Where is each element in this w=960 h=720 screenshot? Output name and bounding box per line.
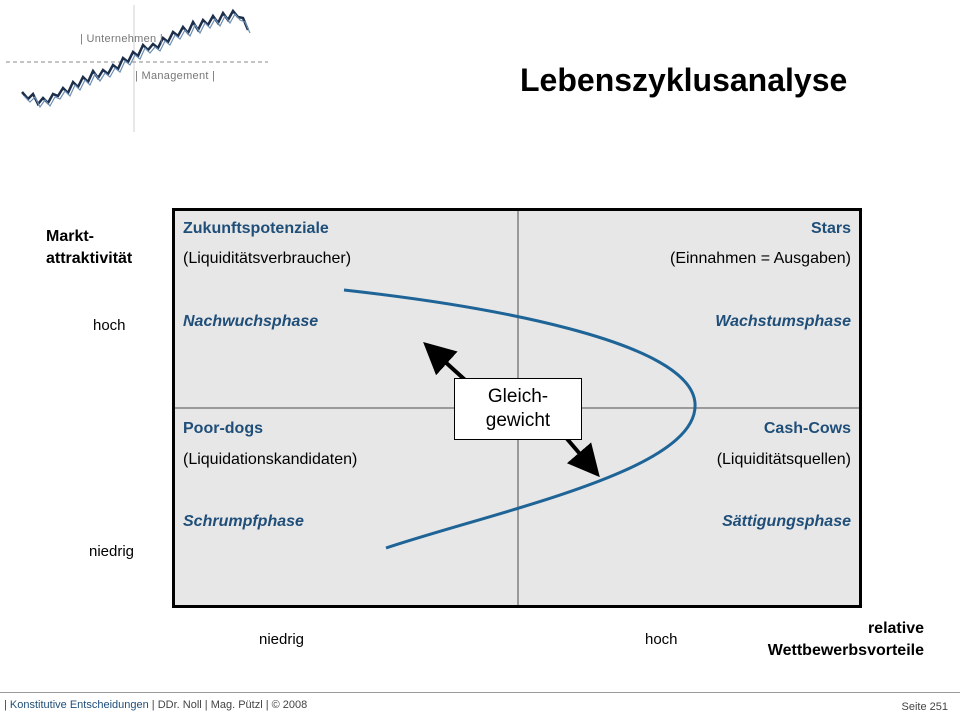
quadrant-bl-head: Poor-dogs <box>183 420 263 437</box>
quadrant-tl-phase: Nachwuchsphase <box>183 313 319 330</box>
y-axis-label-line1: Markt- <box>46 228 95 245</box>
x-axis-label-line1: relative <box>867 620 924 637</box>
quadrant-br-sub: (Liquiditätsquellen) <box>716 451 851 468</box>
x-axis-label-line2: Wettbewerbsvorteile <box>767 642 924 659</box>
quadrant-tr-sub: (Einnahmen = Ausgaben) <box>669 250 851 267</box>
quadrant-bl-phase: Schrumpfphase <box>183 513 304 530</box>
quadrant-tl-sub: (Liquiditätsverbraucher) <box>183 250 352 267</box>
y-axis-label <box>46 226 132 270</box>
logo-text-bottom: | Management | <box>135 70 216 82</box>
quadrant-br-phase: Sättigungsphase <box>722 513 851 530</box>
y-axis-low: niedrig <box>89 543 135 560</box>
quadrant-tr-phase: Wachstumsphase <box>715 313 851 330</box>
quadrant-br-head: Cash-Cows <box>763 420 851 437</box>
y-axis-label-line2: attraktivität <box>46 250 133 267</box>
logo-line-dark <box>22 11 248 104</box>
footer-divider <box>0 692 960 693</box>
equilibrium-line2: gewicht <box>485 410 551 431</box>
equilibrium-line1: Gleich- <box>487 386 549 407</box>
quadrant-bl-sub: (Liquidationskandidaten) <box>183 451 358 468</box>
equilibrium-box <box>454 378 582 440</box>
quadrant-tr-head: Stars <box>810 220 851 237</box>
x-axis-low: niedrig <box>259 631 305 648</box>
y-axis-high: hoch <box>93 317 126 334</box>
page-number: Seite 251 <box>901 701 948 713</box>
footer-prefix: | <box>4 699 10 711</box>
logo <box>0 0 280 140</box>
x-axis-high: hoch <box>645 631 678 648</box>
x-axis-label <box>768 618 924 662</box>
page-title: Lebenszyklusanalyse <box>520 62 848 98</box>
footer <box>4 699 307 711</box>
footer-chapter: Konstitutive Entscheidungen <box>9 699 149 711</box>
quadrant-tl-head: Zukunftspotenziale <box>183 220 329 237</box>
footer-authors: | DDr. Noll | Mag. Pützl | © 2008 <box>148 699 308 711</box>
logo-line-light <box>24 14 250 107</box>
logo-text-top: | Unternehmen | <box>80 33 163 45</box>
